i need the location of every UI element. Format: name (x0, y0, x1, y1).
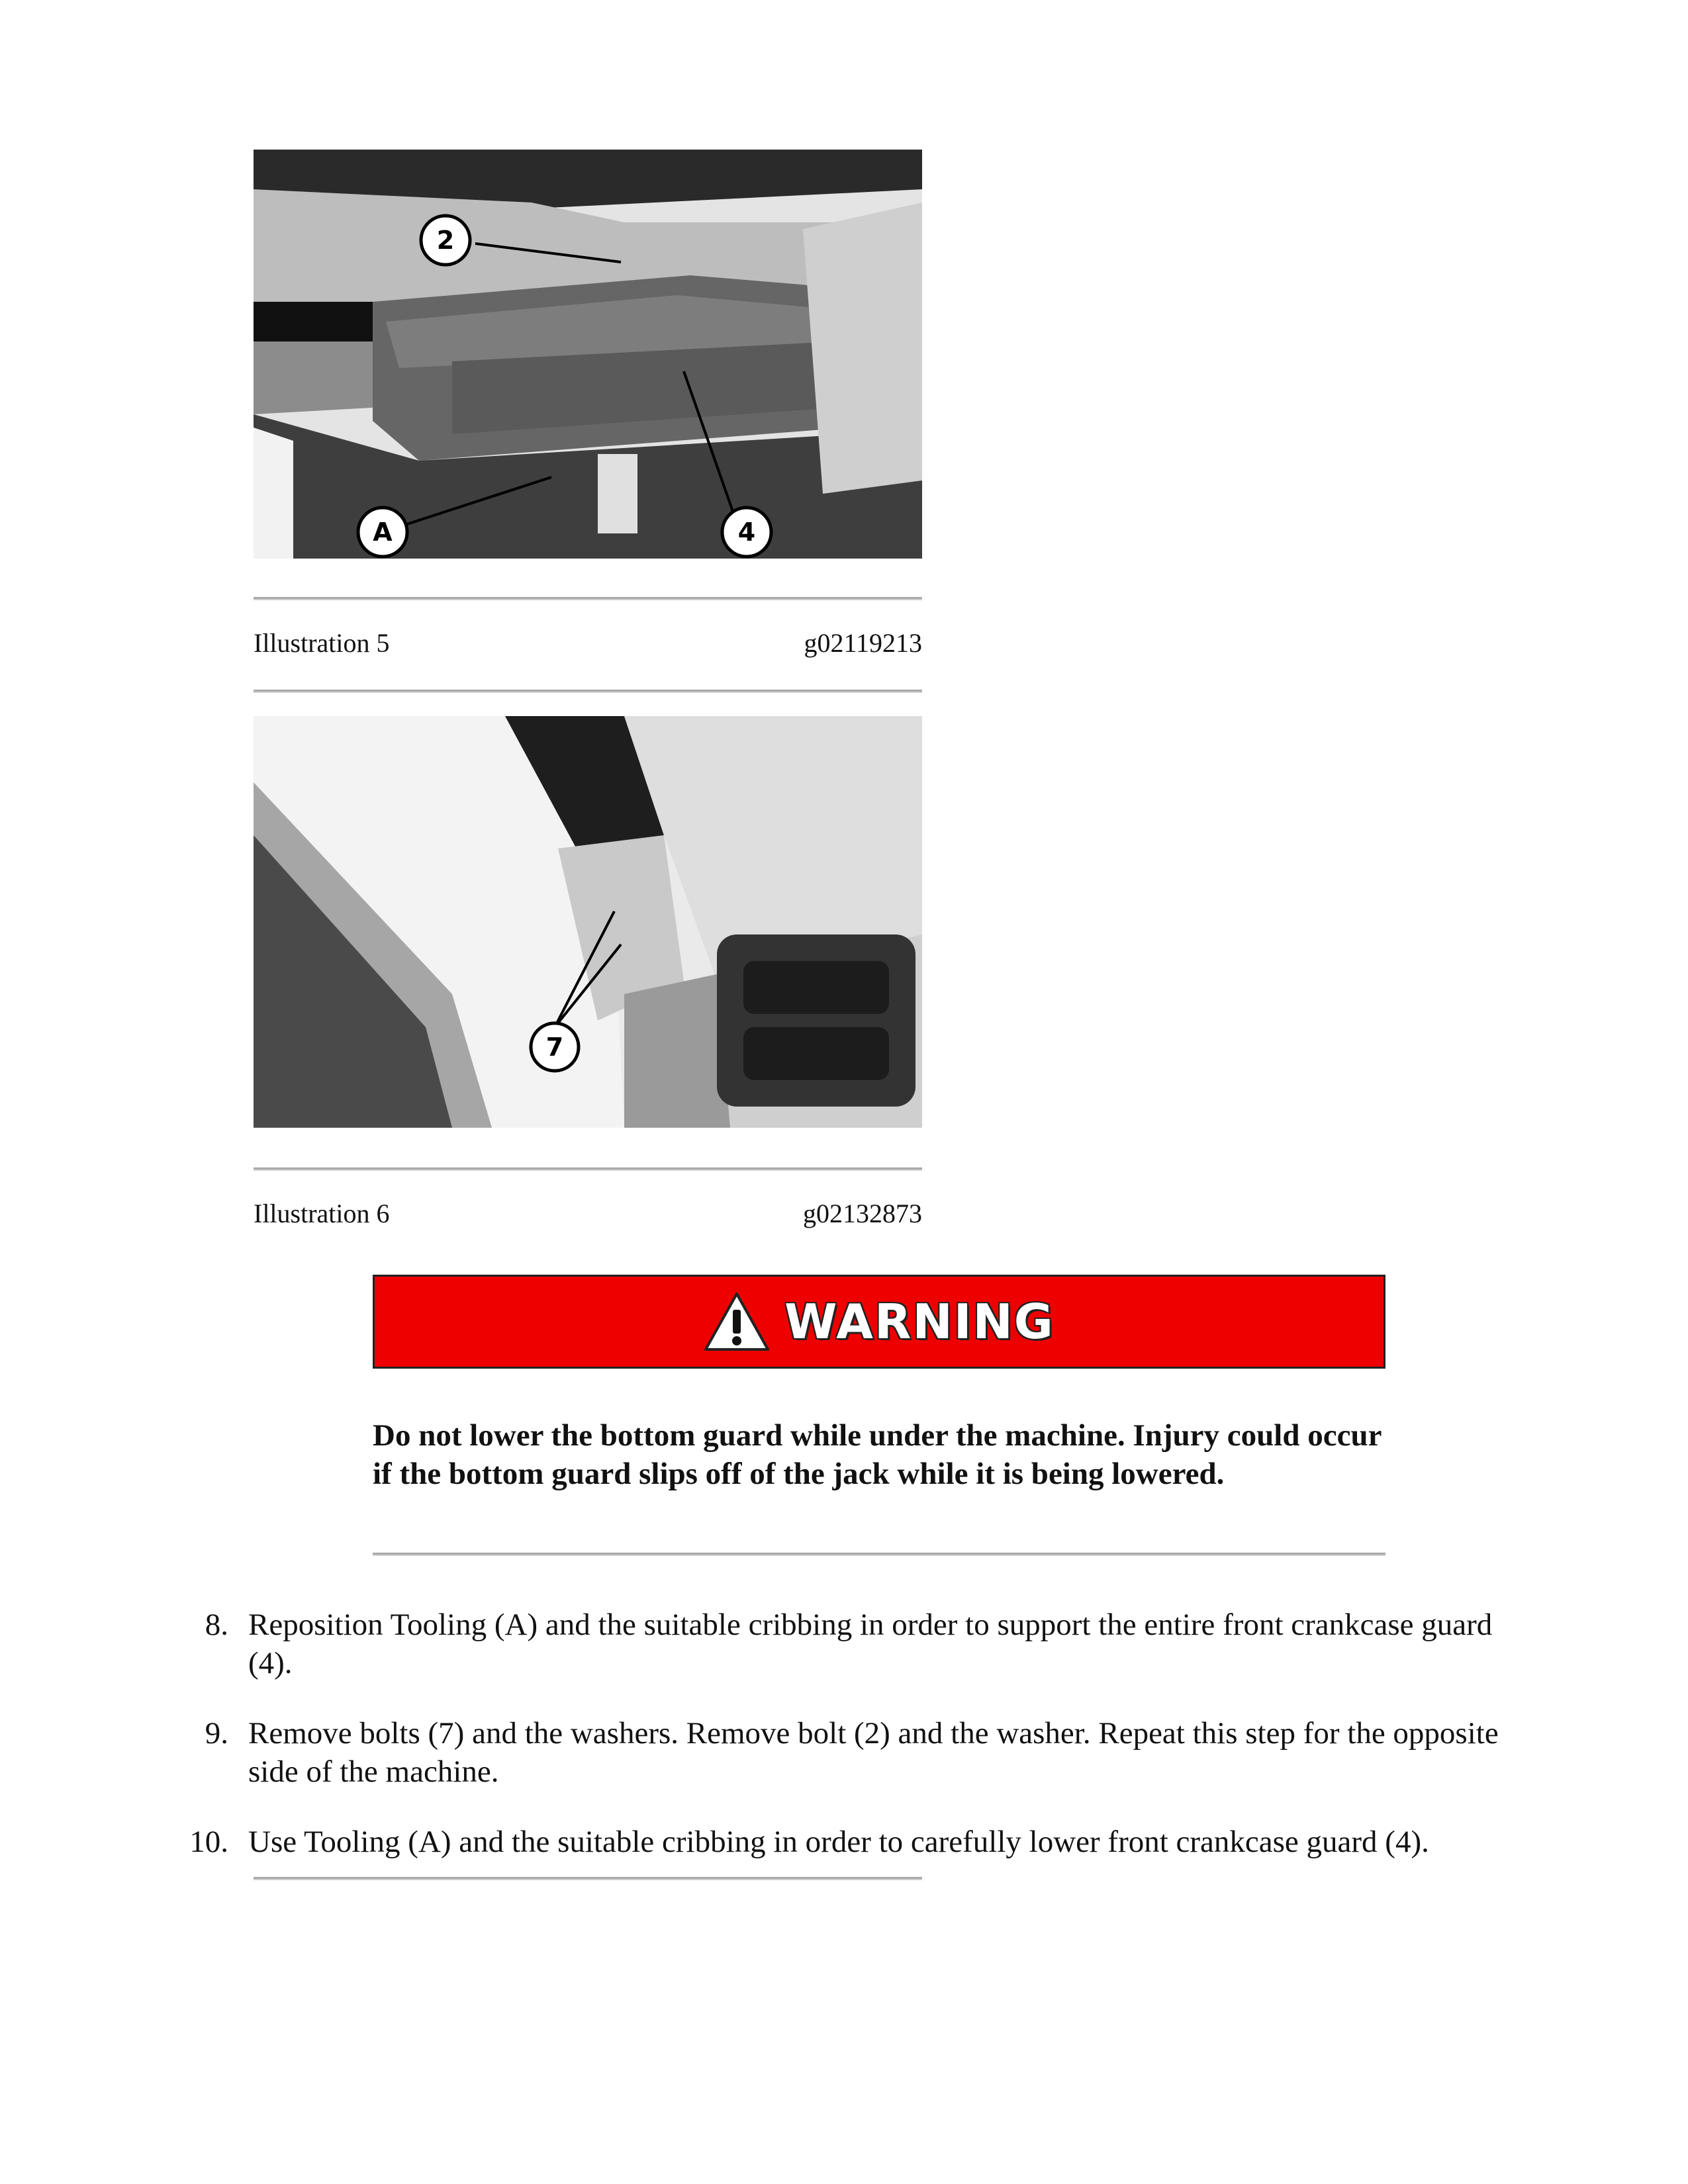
step-text: Remove bolts (7) and the washers. Remove bolt (2) and the washer. Repeat this step for the opposite side of the machine. (248, 1716, 1499, 1789)
callout-a: A (373, 518, 393, 547)
crankcase-guard-photo (254, 150, 922, 559)
callout-4: 4 (737, 518, 756, 547)
warning-message: Do not lower the bottom guard while under the machine. Injury could occur if the bottom guard slips off of the jack while it is being lowered. (373, 1418, 1382, 1491)
divider (373, 1553, 1385, 1556)
caption-label: Illustration 6 (254, 1199, 390, 1228)
divider (254, 597, 922, 600)
bolt-location-photo (254, 716, 922, 1128)
divider (254, 1167, 922, 1171)
caption-id: g02119213 (804, 628, 922, 658)
warning-banner (373, 1275, 1385, 1369)
procedure-steps (179, 1606, 1503, 1893)
warning-title: WARNING (784, 1294, 1055, 1349)
illustration-5-caption (254, 627, 922, 659)
step-number: 9. (205, 1716, 228, 1751)
callout-2: 2 (436, 226, 455, 255)
step-text: Reposition Tooling (A) and the suitable cribbing in order to support the entire front crankcase guard (4). (248, 1608, 1493, 1680)
step-text: Use Tooling (A) and the suitable cribbing in order to carefully lower front crankcase guard (4). (248, 1825, 1429, 1859)
divider (254, 690, 922, 693)
illustration-6-caption (254, 1198, 922, 1230)
step-number: 10. (189, 1825, 228, 1859)
step-10 (179, 1823, 1503, 1861)
caption-label: Illustration 5 (254, 628, 390, 658)
illustration-5-image (254, 150, 922, 559)
step-number: 8. (205, 1608, 228, 1642)
step-8 (179, 1606, 1503, 1682)
callout-7: 7 (545, 1032, 564, 1062)
illustration-6-image (254, 716, 922, 1128)
caption-id: g02132873 (803, 1199, 922, 1228)
divider (254, 1877, 922, 1880)
step-9 (179, 1714, 1503, 1791)
warning-triangle-icon (704, 1291, 770, 1352)
